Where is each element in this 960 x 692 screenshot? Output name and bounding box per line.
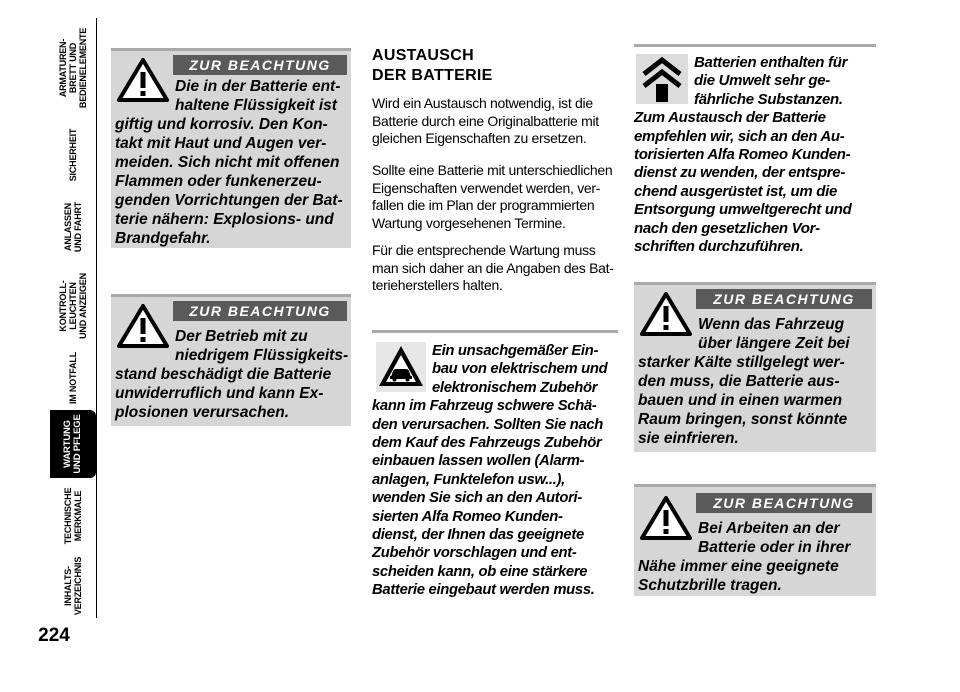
warning-text bbox=[115, 77, 349, 248]
accessory-note bbox=[372, 330, 618, 600]
note-top-rule bbox=[634, 44, 876, 47]
accessory-note-text bbox=[372, 342, 618, 600]
warning-badge: ZUR BEACHTUNG bbox=[173, 301, 347, 321]
warning-text-body: stand beschädigt die Batterie unwiderruflich und kann Ex- plosionen verursachen. bbox=[115, 366, 332, 421]
chapter-tab-strip bbox=[0, 0, 100, 692]
section-title bbox=[372, 46, 493, 86]
warning-badge: ZUR BEACHTUNG bbox=[696, 493, 872, 513]
warning-text-indented: Bei Arbeiten an der Batterie oder in ihrer bbox=[698, 520, 851, 556]
tab-label: WARTUNG UND PFLEGE bbox=[62, 414, 83, 474]
warning-box-goggles bbox=[634, 484, 876, 596]
warning-text-body: Nähe immer eine geeignete Schutzbrille tragen. bbox=[638, 558, 839, 594]
warning-text bbox=[638, 519, 874, 595]
warning-text-indented: Der Betrieb mit zu niedrigem Flüssigkeits- bbox=[175, 328, 349, 364]
tab-label: INHALTS- VERZEICHNIS bbox=[63, 556, 83, 616]
note-top-rule bbox=[372, 330, 618, 333]
paragraph-replacement: Wird ein Austausch notwendig, ist die Batterie durch eine Originalbatterie mit gleichen Eigenschaften zu ersetzen. bbox=[372, 95, 599, 146]
tab-label: ANLASSEN UND FAHRT bbox=[63, 201, 83, 253]
tab-strip-divider bbox=[96, 18, 97, 618]
note-text-indented: Batterien enthalten für die Umwelt sehr ge- fährliche Substanzen. bbox=[694, 54, 848, 108]
warning-box-battery-fluid bbox=[111, 48, 351, 248]
note-text-body: Zum Austausch der Batterie empfehlen wir, sich an den Au- torisierten Alfa Romeo Kunden- dienst zu wenden, der entspre- chend ausgerüstet ist, um die Entsorgung umweltgerecht und nach den gesetzlichen Vor- schriften durchzuführen. bbox=[634, 109, 852, 256]
warning-text-indented: Die in der Batterie ent- haltene Flüssigkeit ist bbox=[175, 78, 341, 114]
tab-label: TECHNISCHE MERKMALE bbox=[63, 487, 83, 545]
warning-badge: ZUR BEACHTUNG bbox=[173, 55, 347, 75]
tab-wartung-und-pflege[interactable] bbox=[50, 410, 96, 478]
tab-technische-merkmale[interactable] bbox=[50, 482, 96, 550]
tab-label: KONTROLL- LEUCHTEN UND ANZEIGEN bbox=[58, 273, 88, 339]
tab-label: IM NOTFALL bbox=[68, 352, 78, 404]
note-text-indented: Ein unsachgemäßer Ein- bau von elektrischem und elektronischem Zubehör bbox=[432, 343, 608, 396]
warning-text bbox=[115, 327, 349, 422]
section-title-line2: DER BATTERIE bbox=[372, 67, 493, 84]
page-number: 224 bbox=[38, 625, 70, 646]
tab-inhaltsverzeichnis[interactable] bbox=[50, 554, 96, 618]
tab-im-notfall[interactable] bbox=[50, 350, 96, 406]
environment-note bbox=[634, 44, 876, 264]
tab-label: ARMATUREN- BRETT UND BEDIENELEMENTE bbox=[58, 27, 88, 109]
warning-box-cold bbox=[634, 282, 876, 452]
warning-text-body: giftig und korrosiv. Den Kon- takt mit Haut und Augen ver- meiden. Sich nicht mit offenen Flammen oder funkenerzeu- genden Vorrichtungen der Bat- terie nähern: Explosions- und Brandgefahr. bbox=[115, 116, 343, 247]
tab-armaturenbrett[interactable] bbox=[50, 18, 96, 118]
paragraph-different-battery: Sollte eine Batterie mit unterschiedlichen Eigenschaften verwendet werden, ver- fallen die im Plan der programmierten Wartung vorgesehenen Termine. bbox=[372, 162, 613, 231]
tab-label: SICHERHEIT bbox=[68, 128, 78, 182]
tab-anlassen[interactable] bbox=[50, 192, 96, 262]
note-text-body: kann im Fahrzeug schwere Schä- den verursachen. Sollten Sie nach dem Kauf des Fahrzeugs Zubehör einbauen lassen wollen (Alarm- anlagen, Funktelefon usw...), wenden Sie sich an den Autori- sierten Alfa Romeo Kunden- dienst, der Ihnen das geeignete Zubehör vorschlagen und ent- scheiden kann, ob eine stärkere Batterie eingebaut werden muss. bbox=[372, 398, 604, 599]
warning-text-body: starker Kälte stillgelegt wer- den muss, die Batterie aus- bauen und in einen warmen Raum bringen, sonst könnte sie einfrieren. bbox=[638, 354, 848, 447]
tab-kontrollleuchten[interactable] bbox=[50, 266, 96, 346]
paragraph-maintenance: Für die entsprechende Wartung muss man sich daher an die Angaben des Bat- terieherstellers halten. bbox=[372, 242, 614, 293]
warning-badge: ZUR BEACHTUNG bbox=[696, 289, 872, 309]
environment-note-text bbox=[634, 54, 876, 256]
tab-sicherheit[interactable] bbox=[50, 122, 96, 188]
warning-text bbox=[638, 315, 874, 448]
warning-text-indented: Wenn das Fahrzeug über längere Zeit bei bbox=[698, 316, 850, 352]
warning-box-low-fluid bbox=[111, 294, 351, 426]
section-title-line1: AUSTAUSCH bbox=[372, 47, 474, 64]
